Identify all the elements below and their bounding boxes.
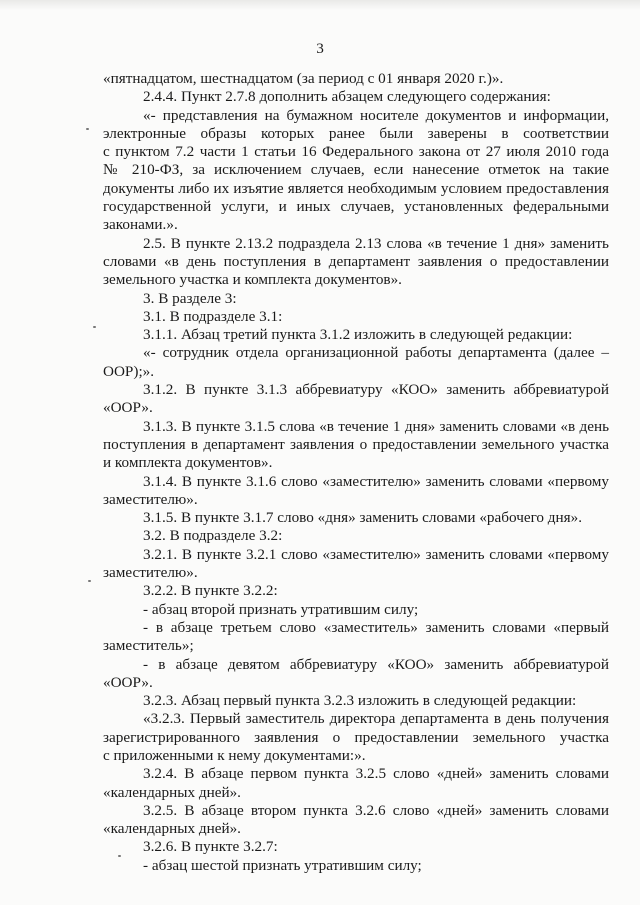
text-line: заместитель»;: [103, 637, 194, 655]
text-line: 3.2.5. В абзаце втором пункта 3.2.6 слово «дней» заменить словами: [143, 801, 609, 819]
scan-speck: [118, 855, 121, 857]
scan-speck: [88, 580, 91, 582]
text-line: 3.2.6. В пункте 3.2.7:: [143, 838, 278, 856]
text-line: «3.2.3. Первый заместитель директора департамента в день получения: [143, 710, 609, 728]
document-body: [103, 70, 609, 875]
scan-edge-shading: [0, 0, 640, 10]
text-line: 3. В разделе 3:: [143, 289, 237, 307]
text-line: 3.2.4. В абзаце первом пункта 3.2.5 слово «дней» заменить словами: [143, 765, 609, 783]
text-line: документы либо их изъятие является необходимым условием предоставления: [103, 179, 609, 197]
text-line: и комплекта документов».: [103, 454, 273, 472]
page-number: 3: [316, 40, 324, 57]
text-line: 3.2.1. В пункте 3.2.1 слово «заместителю» заменить словами «первому: [143, 545, 609, 563]
text-line: «календарных дней».: [103, 783, 241, 801]
text-line: 2.5. В пункте 2.13.2 подраздела 2.13 слова «в течение 1 дня» заменить: [143, 234, 609, 252]
text-line: с приложенными к нему документами:».: [103, 746, 366, 764]
text-line: ООР);».: [103, 362, 155, 380]
text-line: «пятнадцатом, шестнадцатом (за период с 01 января 2020 г.)».: [103, 70, 504, 87]
text-line: 3.1. В подразделе 3.1:: [143, 307, 283, 325]
text-line: 3.2.3. Абзац первый пункта 3.2.3 изложить в следующей редакции:: [143, 692, 577, 710]
text-line: - абзац шестой признать утратившим силу;: [143, 856, 422, 874]
scan-speck: [86, 128, 89, 130]
text-line: заместителю».: [103, 564, 198, 582]
text-line: 3.1.2. В пункте 3.1.3 аббревиатуру «КОО» заменить аббревиатурой: [143, 381, 609, 399]
text-line: 3.1.1. Абзац третий пункта 3.1.2 изложить в следующей редакции:: [143, 326, 573, 344]
text-line: 3.2. В подразделе 3.2:: [143, 527, 283, 545]
text-line: законами.».: [103, 216, 178, 234]
text-line: 3.1.4. В пункте 3.1.6 слово «заместителю» заменить словами «первому: [143, 472, 609, 490]
text-line: «ООР».: [103, 399, 153, 417]
text-line: «календарных дней».: [103, 820, 241, 838]
text-line: зарегистрированного заявления о предоставлении земельного участка: [103, 728, 609, 746]
text-line: государственной услуги, и иных случаев, установленных федеральными: [103, 198, 609, 216]
text-line: - в абзаце девятом аббревиатуру «КОО» заменить аббревиатурой: [143, 655, 609, 673]
text-line: «ООР».: [103, 673, 153, 691]
text-line: «- представления на бумажном носителе документов и информации,: [143, 106, 609, 124]
scan-speck: [93, 326, 96, 328]
text-line: - в абзаце третьем слово «заместитель» заменить словами «первый: [143, 618, 609, 636]
text-line: земельного участка и комплекта документов».: [103, 271, 402, 289]
text-line: электронные образы которых ранее были заверены в соответствии: [103, 124, 609, 142]
text-line: - абзац второй признать утратившим силу;: [143, 600, 419, 618]
text-line: словами «в день поступления в департамент заявления о предоставлении: [103, 252, 609, 270]
text-line: 3.1.5. В пункте 3.1.7 слово «дня» заменить словами «рабочего дня».: [143, 509, 583, 527]
text-line: № 210-ФЗ, за исключением случаев, если нанесение отметок на такие: [103, 161, 609, 179]
text-line: 3.1.3. В пункте 3.1.5 слова «в течение 1 дня» заменить словами «в день: [143, 417, 609, 435]
text-line: 2.4.4. Пункт 2.7.8 дополнить абзацем следующего содержания:: [143, 88, 551, 106]
text-line: 3.2.2. В пункте 3.2.2:: [143, 582, 278, 600]
text-line: поступления в департамент заявления о предоставлении земельного участка: [103, 435, 609, 453]
text-line: с пунктом 7.2 части 1 статьи 16 Федерального закона от 27 июля 2010 года: [103, 143, 609, 161]
text-line: «- сотрудник отдела организационной работы департамента (далее –: [143, 344, 609, 362]
text-line: заместителю».: [103, 490, 198, 508]
